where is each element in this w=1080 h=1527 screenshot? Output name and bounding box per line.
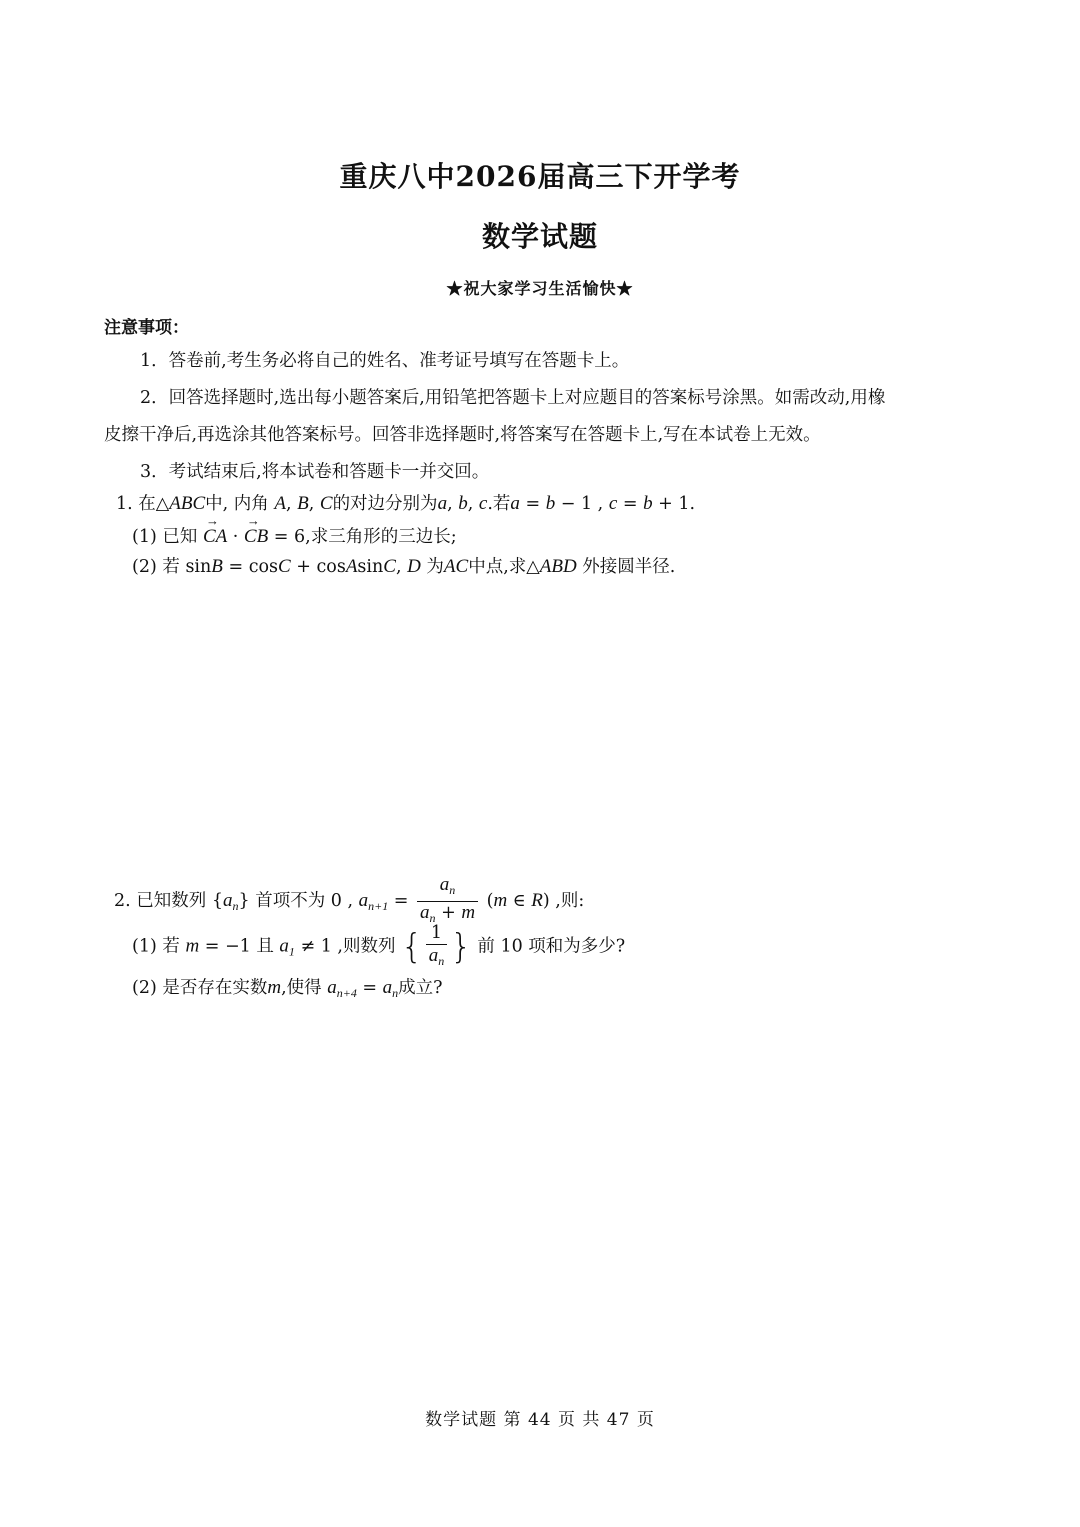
question-number: 2. (114, 891, 137, 911)
subject-title: 数学试题 (481, 220, 598, 253)
notice-item-3: 3．考试结束后,将本试卷和答题卡一并交回。 (140, 462, 490, 482)
exam-title: 重庆八中2026届高三下开学考 (339, 160, 741, 193)
question-2-part-2: (2) 是否存在实数m,使得 $a_{n+4} = a_n$成立? (132, 977, 443, 1000)
question-2-stem: 2. 已知数列 $\{a_n\}$ 首项不为 0 , $a_{n+1}$ = $\frac{a_n}{a_n + m}$ (m ∈ R) ,则: (114, 874, 584, 929)
motto: ★祝大家学习生活愉快★ (446, 279, 634, 298)
notice-heading: 注意事项： (104, 318, 189, 338)
vector-ca: → CA (203, 526, 227, 548)
question-1-stem: 1. 在△ABC中, 内角 A, B, C的对边分别为a, b, c.若a = b − 1 , c = b + 1. (116, 493, 696, 514)
notice-item-2-line-2: 皮擦干净后,再选涂其他答案标号。回答非选择题时,将答案写在答题卡上,写在本试卷上无效。 (104, 425, 821, 445)
notice-item-2-line-1: 2．回答选择题时,选出每小题答案后,用铅笔把答题卡上对应题目的答案标号涂黑。如需改动,用橡 (140, 388, 886, 408)
notice-item-1: 1．答卷前,考生务必将自己的姓名、准考证号填写在答题卡上。 (140, 351, 630, 371)
question-number: 1. (116, 494, 139, 514)
vector-cb: → CB (244, 526, 268, 548)
page-footer: 数学试题 第 44 页 共 47 页 (425, 1410, 655, 1430)
question-1-part-2: (2) 若 sinB = cosC + cosAsinC, D 为AC中点,求△ABD 外接圆半径. (132, 556, 676, 577)
question-2-part-1: (1) 若 m = −1 且 $a_1 \ne 1$ ,则数列 { $\frac{1}{a_n}$ } 前 10 项和为多少? (132, 922, 625, 972)
reciprocal-fraction: $\frac{1}{a_n}$ (426, 922, 448, 972)
question-1-part-1: (1) 已知 → CA · → CB = 6,求三角形的三边长; (132, 523, 457, 548)
recurrence-fraction: $\frac{a_n}{a_n + m}$ (417, 874, 478, 929)
